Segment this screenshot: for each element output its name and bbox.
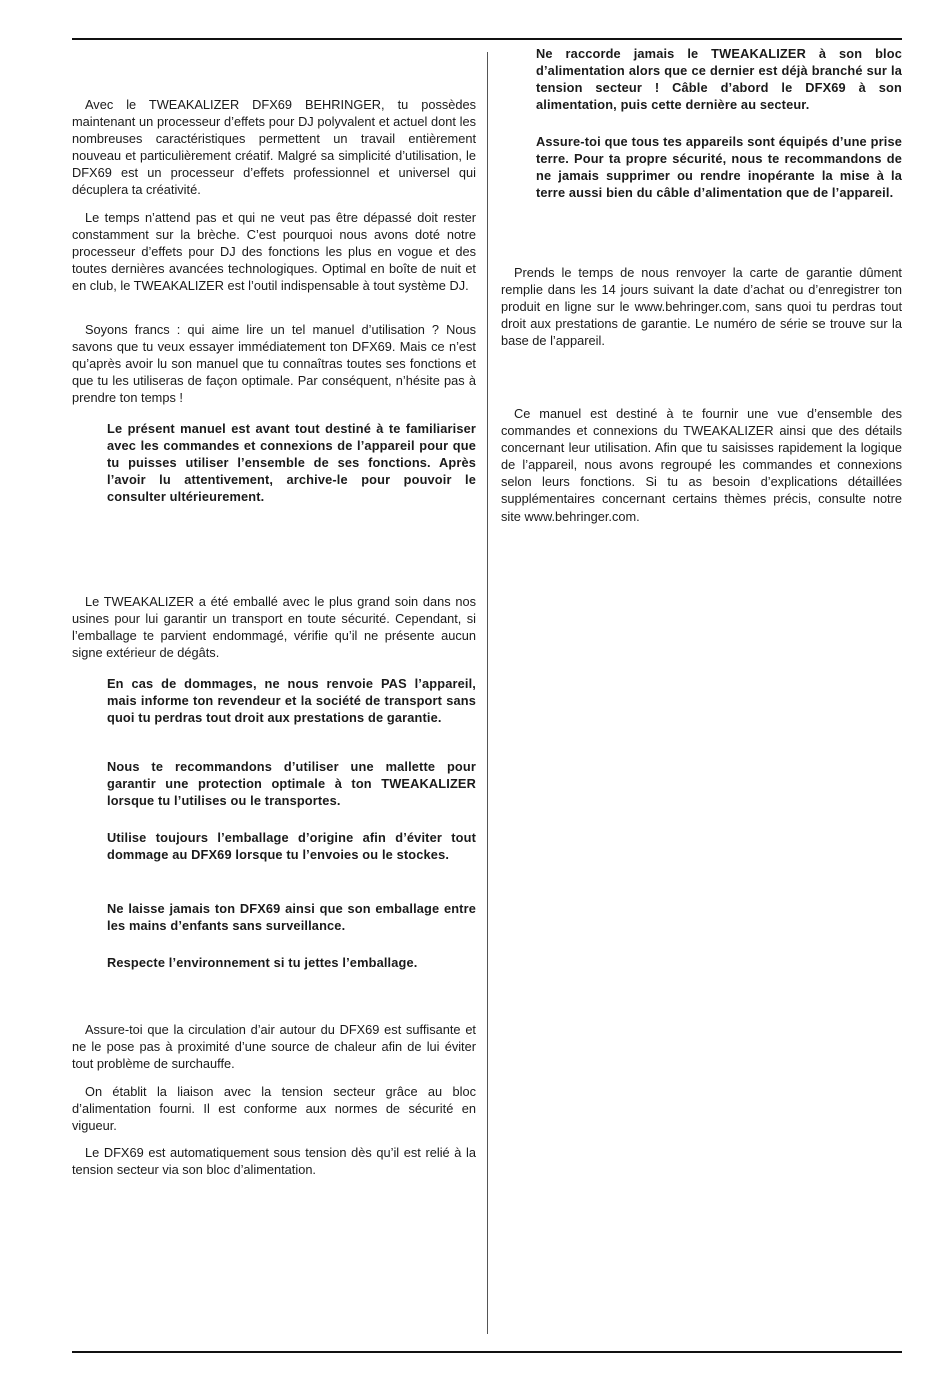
top-rule (72, 38, 902, 40)
shipping-note-packaging: Utilise toujours l’emballage d’origine afin d’éviter tout dommage au DFX69 lorsque tu l’envoies ou le stockes. (107, 830, 476, 863)
intro-paragraph-2: Le temps n’attend pas et qui ne veut pas être dépassé doit rester constamment sur la brèche. C’est pourquoi nous avons doté notre processeur d’effets pour DJ des fonctions les plus en vogue et des toutes dernières avancées technologiques. Optimal en boîte de nuit et en club, le TWEAKALIZER est l’outil indispensable à tout système DJ. (72, 210, 476, 294)
intro-note: Le présent manuel est avant tout destiné à te familiariser avec les commandes et connexions de l’appareil pour que tu puisses utiliser l’ensemble de ses fonctions. Après l’avoir lu attentivement, archive-le pour pouvoir le consulter ultérieurement. (107, 421, 476, 505)
column-divider (487, 52, 488, 1334)
operation-paragraph-1: Assure-toi que la circulation d’air autour du DFX69 est suffisante et ne le pose pas à proximité d’une source de chaleur afin de lui éviter tout problème de surchauffe. (72, 1022, 476, 1072)
intro-paragraph-1: Avec le TWEAKALIZER DFX69 BEHRINGER, tu possèdes maintenant un processeur d’effets pour DJ polyvalent et actuel dont les nombreuses caractéristiques permettent un travail entièrement nouveau et particulièrement créatif. Malgré sa simplicité d’utilisation, le DFX69 est un processeur d’effets professionnel et universel qui décuplera ta créativité. (72, 97, 476, 198)
bottom-rule (72, 1351, 902, 1353)
operation-paragraph-2: On établit la liaison avec la tension secteur grâce au bloc d’alimentation fourni. Il est conforme aux normes de sécurité en vigueur. (72, 1084, 476, 1134)
shipping-note-children: Ne laisse jamais ton DFX69 ainsi que son emballage entre les mains d’enfants sans surveillance. (107, 901, 476, 934)
shipping-note-environment: Respecte l’environnement si tu jettes l’emballage. (107, 955, 418, 970)
intro-paragraph-3: Soyons francs : qui aime lire un tel manuel d’utilisation ? Nous savons que tu veux essayer immédiatement ton DFX69. Mais ce n’est qu’après avoir lu son manuel que tu connaîtras toutes ses fonctions et que tu les utiliseras de façon optimale. Par conséquent, n’hésite pas à prendre ton temps ! (72, 322, 476, 406)
warranty-paragraph: Prends le temps de nous renvoyer la carte de garantie dûment remplie dans les 14 jours suivant la date d’achat ou d’enregistrer ton produit en ligne sur le www.behringer.com, sans quoi tu perdras tout droit aux prestations de garantie. Le numéro de série se trouve sur la base de l’appareil. (501, 265, 902, 349)
power-note-ground: Assure-toi que tous tes appareils sont équipés d’une prise terre. Pour ta propre sécurité, nous te recommandons de ne jamais supprimer ou rendre inopérante la mise à la terre aussi bien du câble d’alimentation que de l’appareil. (536, 134, 902, 201)
manual-paragraph: Ce manuel est destiné à te fournir une vue d’ensemble des commandes et connexions du TWEAKALIZER ainsi que des détails concernant leur utilisation. Afin que tu saisisses rapidement la logique de l’appareil, nous avons regroupé les commandes et connexions selon leurs fonctions. Si tu as besoin d’explications détaillées supplémentaires concernant certains thèmes précis, consulte notre site www.behringer.com. (501, 406, 902, 524)
power-note-connect: Ne raccorde jamais le TWEAKALIZER à son bloc d’alimentation alors que ce dernier est déjà branché sur la tension secteur ! Câble d’abord le DFX69 à son alimentation, puis cette dernière au secteur. (536, 46, 902, 113)
shipping-note-case: Nous te recommandons d’utiliser une mallette pour garantir une protection optimale à ton TWEAKALIZER lorsque tu l’utilises ou le transportes. (107, 759, 476, 809)
operation-paragraph-3: Le DFX69 est automatiquement sous tension dès qu’il est relié à la tension secteur via son bloc d’alimentation. (72, 1145, 476, 1178)
shipping-paragraph: Le TWEAKALIZER a été emballé avec le plus grand soin dans nos usines pour lui garantir un transport en toute sécurité. Cependant, si l’emballage te parvient endommagé, vérifie qu’il ne présente aucun signe extérieur de dégâts. (72, 594, 476, 661)
shipping-note-damage: En cas de dommages, ne nous renvoie PAS l’appareil, mais informe ton revendeur et la société de transport sans quoi tu perdras tout droit aux prestations de garantie. (107, 676, 476, 726)
